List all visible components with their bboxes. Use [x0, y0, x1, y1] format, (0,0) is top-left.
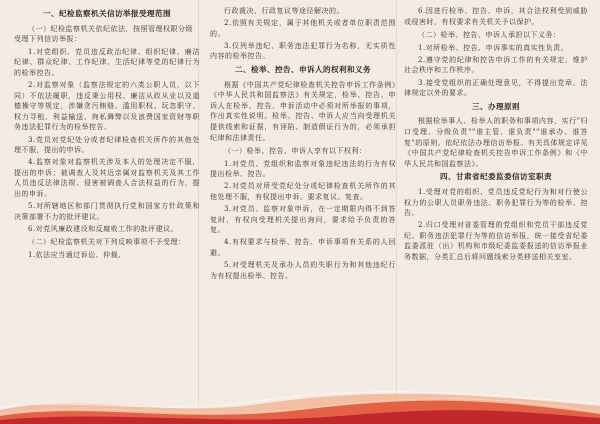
- paragraph: 5.对所辖地区和部门贯彻执行党和国家方针政策和决策部署不力的批评建议。: [14, 202, 200, 221]
- subsection-heading: （二）纪检监察机关对下列反映事项不予受理：: [28, 238, 186, 247]
- paragraph: 1.对党员、党组织和监察对象违纪违法的行为有权提出检举、控告。: [210, 159, 396, 179]
- paragraph: 3.对党员、监察对象申诉，在一定期限内得不到答复时，有权向受理机关提出询问，要求给予负责的答复。: [210, 205, 396, 235]
- paragraph: 根据检举事人、检举人的职务和事项内容，实行"归口受理、分级负责""谁主管、谁负责""谁承办、谁答复"的原则。依纪依法办理信访举报。有关具体规定详见《中国共产党纪律检查机关控告申诉工作条例》和《中华人民共和国监察法》。: [404, 117, 588, 168]
- column-divider: [396, 0, 397, 424]
- paragraph: 2.对党员对所受党纪处分或纪律检查机关所作的其他处理不服，有权提出申诉。要求复议、复查。: [210, 182, 396, 201]
- paragraph: 根据《中国共产党纪律检查机关控告申诉工作条例》《中华人民共和国监察法》有关规定，检举、控告、申诉人在检举、控告、申诉活动中必须对所举报的事项，作出真实性说明。检举、控告、申诉人应当向受理机关提供线索和证据，有诬陷、制造假证行为的，必须承担纪律和法律责任。: [210, 80, 396, 142]
- section-heading: 二、检举、控告、申诉人的权利和义务: [235, 64, 371, 74]
- subsection-heading: （一）检举、控告、申诉人享有以下权利：: [224, 147, 367, 156]
- subsection-heading: （二）检举、控告、申诉人承担以下义务：: [418, 31, 561, 40]
- paragraph: 4.监察对象对监察机关涉及本人的处理决定不服，提出的申诉；被调查人及其近亲属对监察机关及其工作人员违反法律法规、侵害被调查人合法权益的行为，提出的申诉。: [14, 158, 200, 198]
- paragraph: 1.对所检举、控告、申诉事实的真实性负责。: [418, 43, 569, 52]
- section-heading: 一、纪检监察机关信访举报受理范围: [43, 9, 171, 18]
- paragraph: 1.依法应当通过诉讼、仲裁、: [28, 250, 126, 259]
- paragraph: 6.因进行检举、控告、申诉，其合法权利受到威胁或侵害时，有权要求有关机关予以保护。: [404, 7, 588, 26]
- wave-graphic: [0, 388, 600, 424]
- paragraph: 2.对监察对象（监察法规定的六类公职人员，以下同）不依法履职，违反秉公用权、廉洁从政从业以及道德操守等规定，涉嫌贪污贿赂、滥用职权、玩忽职守、权力寻租、利益输送、徇私舞弊以及浪费国家资财等职务违法犯罪行为的检举控告。: [14, 81, 200, 132]
- paragraph: 5.对受理机关及承办人员的失职行为和其他违纪行为有权提出检举、控告。: [210, 261, 396, 280]
- paragraph: 2.遵守党的纪律和控告申诉工作的有关规定，维护社会秩序和工作秩序。: [404, 55, 588, 75]
- paragraph: 3.仅列举违纪、职务违法犯罪行为名称，无实质性内容的检举控告。: [210, 41, 396, 61]
- paragraph: 6.对党风廉政建设和反腐败工作的批评建议。: [28, 224, 179, 233]
- paragraph: 1.对党组织、党员违反政治纪律、组织纪律、廉洁纪律、群众纪律、工作纪律、生活纪律等党的纪律行为的检举控告。: [14, 47, 200, 77]
- paragraph: 1.受理对党的组织、党员违反党纪行为和对行使公权力的公职人员职务违法、职务犯罪行为等的检举、控告。: [404, 187, 588, 218]
- section-heading: 四、甘肃省纪委监委信访室职责: [440, 172, 552, 182]
- section-heading: 三、办理原则: [472, 101, 520, 111]
- subsection-heading: （一）纪检监察机关依纪依法，按照管理权限分级受理下列信访举报：: [14, 24, 193, 44]
- paragraph: 行政裁决、行政复议等途径解决的。: [224, 7, 344, 15]
- paragraph: 3.接受党组织的正确处理意见，不得提出党章、法律规定以外的要求。: [404, 78, 588, 98]
- column-2: [210, 6, 396, 386]
- column-3: [404, 6, 588, 386]
- decorative-wave-band: [0, 388, 600, 424]
- column-1: [14, 6, 200, 386]
- paragraph: 3.党员对党纪处分或者纪律检查机关所作的其他处理不服，提出的申诉。: [14, 135, 200, 155]
- paragraph: 2.归口受理对省委管理的党组织和党员干部违反党纪、职务违法犯罪行为等的信访举报，统一接受省纪委监委派驻（出）机构和市级纪委监委报送的信访举报业务数据，分类汇总后将问题线索分类移送相关室室。: [404, 221, 588, 261]
- paragraph: 2.依照有关规定，属于其他机关或者单位职责范围的。: [210, 19, 396, 38]
- paragraph: 4.有权要求与检举、控告、申诉事项有关系的人回避。: [210, 238, 396, 257]
